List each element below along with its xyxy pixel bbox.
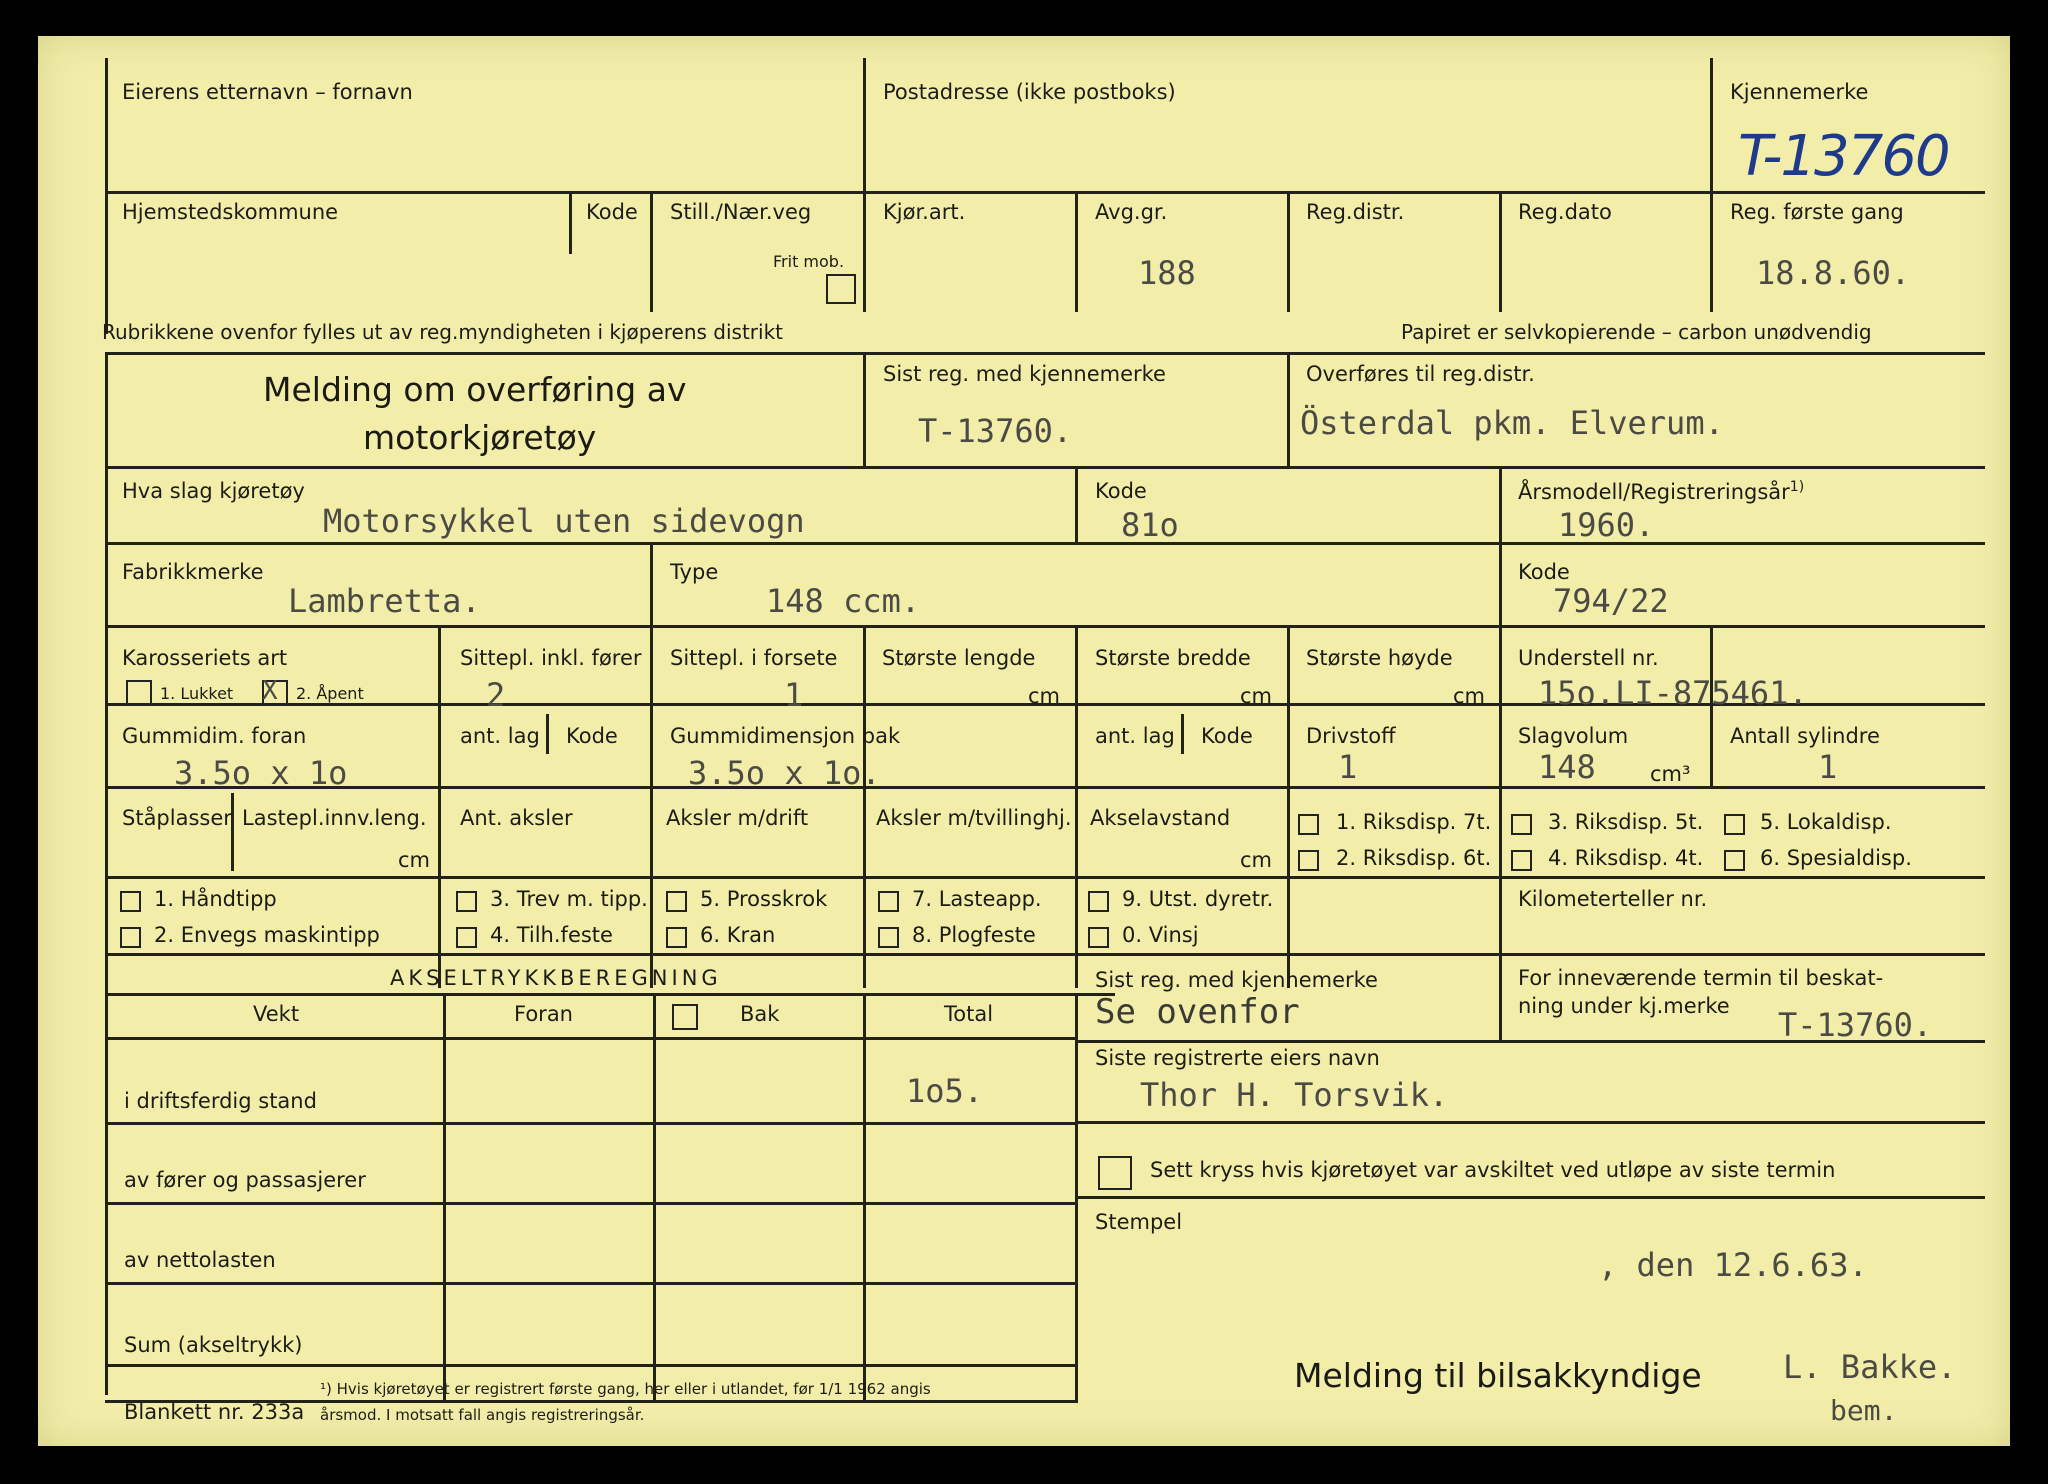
rule <box>105 993 1115 996</box>
code-label: Kode <box>586 200 638 224</box>
plate-handwritten: T-13760 <box>1738 124 1949 189</box>
cyl-value: 1 <box>1818 748 1838 786</box>
height-label: Største høyde <box>1306 646 1453 670</box>
rule <box>1499 545 1502 625</box>
twin-axles-label: Aksler m/tvillinghj. <box>876 806 1072 830</box>
rule <box>438 628 441 988</box>
rule <box>546 714 549 754</box>
form-title-line2: motorkjøretøy <box>363 418 597 457</box>
type-value: 148 ccm. <box>766 582 921 620</box>
disp5-checkbox[interactable] <box>1724 814 1745 835</box>
row-operating: i driftsferdig stand <box>124 1089 317 1113</box>
rule <box>105 786 1985 789</box>
equip2-label: 2. Envegs maskintipp <box>154 923 380 947</box>
equip8-checkbox[interactable] <box>878 927 899 948</box>
rule <box>105 876 1985 879</box>
footer-title: Melding til bilsakkyndige <box>1294 1356 1702 1395</box>
rule <box>105 352 108 1395</box>
cyl-label: Antall sylindre <box>1730 724 1880 748</box>
signature: L. Bakke. <box>1783 1348 1957 1386</box>
rule <box>105 953 1985 956</box>
disp3-checkbox[interactable] <box>1511 814 1532 835</box>
fritmob-label: Frit mob. <box>773 252 845 271</box>
width-unit: cm <box>1240 684 1273 708</box>
equip6-checkbox[interactable] <box>666 927 687 948</box>
make-value: Lambretta. <box>288 582 481 620</box>
equip1-checkbox[interactable] <box>120 891 141 912</box>
cargo-label: Lastepl.innv.leng. <box>242 806 427 830</box>
rear-checkbox[interactable] <box>672 1004 698 1030</box>
deregistered-checkbox[interactable] <box>1098 1156 1132 1190</box>
rule <box>1181 714 1184 754</box>
date-value: , den 12.6.63. <box>1598 1246 1868 1284</box>
drivetype-label: Kjør.art. <box>883 200 966 224</box>
rule <box>650 628 653 988</box>
equip5-checkbox[interactable] <box>666 891 687 912</box>
equip4-label: 4. Tilh.feste <box>490 923 613 947</box>
cargo-unit: cm <box>398 848 431 872</box>
rule <box>1075 469 1078 542</box>
equip9-checkbox[interactable] <box>1088 891 1109 912</box>
year-value: 1960. <box>1558 506 1655 544</box>
equip9-label: 9. Utst. dyretr. <box>1122 887 1274 911</box>
registration-form <box>38 36 2010 1446</box>
front-seats-value: 1 <box>784 676 804 714</box>
equip0-checkbox[interactable] <box>1088 927 1109 948</box>
length-label: Største lengde <box>882 646 1036 670</box>
fuel-label: Drivstoff <box>1306 724 1396 748</box>
tire-code-label-1: Kode <box>566 724 618 748</box>
type-code-label: Kode <box>1518 560 1570 584</box>
regdistr-label: Reg.distr. <box>1306 200 1405 224</box>
rule <box>863 628 866 988</box>
fritmob-checkbox[interactable] <box>826 274 856 304</box>
col-front: Foran <box>514 1002 573 1026</box>
equip3-checkbox[interactable] <box>456 891 477 912</box>
equip6-label: 6. Kran <box>700 923 776 947</box>
rule <box>105 1202 1078 1205</box>
axles-label: Ant. aksler <box>460 806 573 830</box>
owner-label: Eierens etternavn – fornavn <box>122 80 413 104</box>
axle-dist-label: Akselavstand <box>1090 806 1231 830</box>
rule <box>1710 58 1713 312</box>
disp1-checkbox[interactable] <box>1298 814 1319 835</box>
regdate-label: Reg.dato <box>1518 200 1612 224</box>
term-label-2: ning under kj.merke <box>1518 994 1730 1018</box>
row-netload: av nettolasten <box>124 1248 276 1272</box>
term-label-1: For inneværende termin til beskat- <box>1518 966 1884 990</box>
form-number: Blankett nr. 233a <box>124 1400 305 1424</box>
body-opt2-label: 2. Åpent <box>296 684 364 703</box>
seats-label: Sittepl. inkl. fører <box>460 646 642 670</box>
body-open-mark: X <box>262 676 278 706</box>
volume-unit: cm³ <box>1650 762 1691 786</box>
equip2-checkbox[interactable] <box>120 927 141 948</box>
note-left: Rubrikkene ovenfor fylles ut av reg.myndigheten i kjøperens distrikt <box>102 320 783 344</box>
kind-value: Motorsykkel uten sidevogn <box>323 502 805 540</box>
lastreg-label: Sist reg. med kjennemerke <box>883 362 1166 386</box>
col-total: Total <box>944 1002 994 1026</box>
rule <box>1499 956 1502 1042</box>
right-lastreg-value: Se ovenfor <box>1095 992 1300 1032</box>
rule <box>653 993 656 1403</box>
lastreg-value: T-13760. <box>918 412 1073 450</box>
rule <box>650 194 653 312</box>
row-driver: av fører og passasjerer <box>124 1168 366 1192</box>
equip0-label: 0. Vinsj <box>1122 923 1199 947</box>
antlag-label-1: ant. lag <box>460 724 540 748</box>
rule <box>1075 628 1078 988</box>
col-rear: Bak <box>740 1002 780 1026</box>
tire-front-value: 3.5o x 1o <box>174 754 348 792</box>
volume-value: 148 <box>1538 748 1596 786</box>
firstreg-label: Reg. første gang <box>1730 200 1904 224</box>
address-label: Postadresse (ikke postboks) <box>883 80 1176 104</box>
disp1-label: 1. Riksdisp. 7t. <box>1336 810 1492 834</box>
municipality-label: Hjemstedskommune <box>122 200 339 224</box>
rule <box>1078 1196 1985 1199</box>
rule <box>1499 194 1502 312</box>
rule <box>231 793 234 871</box>
rule <box>863 58 866 191</box>
form-title-line1: Melding om overføring av <box>263 370 687 409</box>
rule <box>105 1122 1078 1125</box>
axle-heading: AKSELTRYKKBEREGNING <box>390 966 722 990</box>
rule <box>569 194 572 254</box>
note-right: Papiret er selvkopierende – carbon unødvendig <box>1401 320 1872 344</box>
rule <box>105 191 1985 194</box>
deregistered-label: Sett kryss hvis kjøretøyet var avskiltet ved utløpe av siste termin <box>1150 1158 1836 1182</box>
col-weight: Vekt <box>253 1002 300 1026</box>
kind-label: Hva slag kjøretøy <box>122 479 305 503</box>
rule <box>863 993 866 1403</box>
transfer-value: Österdal pkm. Elverum. <box>1300 404 1724 442</box>
rule <box>443 993 446 1403</box>
transfer-label: Overføres til reg.distr. <box>1306 362 1535 386</box>
kind-code-value: 81o <box>1121 506 1179 544</box>
type-label: Type <box>670 560 719 584</box>
rule <box>105 1364 1078 1367</box>
stamp-label: Stempel <box>1095 1210 1183 1234</box>
position-label: Still./Nær.veg <box>670 200 812 224</box>
disp5-label: 5. Lokaldisp. <box>1760 810 1892 834</box>
signature-2: bem. <box>1830 1394 1898 1427</box>
length-unit: cm <box>1028 684 1061 708</box>
rule <box>105 466 1985 469</box>
rule <box>1075 194 1078 312</box>
taxgroup-value: 188 <box>1138 254 1196 292</box>
body-label: Karosseriets art <box>122 646 288 670</box>
row-sum: Sum (akseltrykk) <box>124 1333 303 1357</box>
rule <box>1499 628 1502 988</box>
plate-label: Kjennemerke <box>1730 80 1869 104</box>
rule <box>105 352 1985 355</box>
right-lastreg-label: Sist reg. med kjennemerke <box>1095 968 1378 992</box>
standing-label: Ståplasser <box>122 806 232 830</box>
lastowner-value: Thor H. Torsvik. <box>1140 1076 1449 1114</box>
body-opt1-label: 1. Lukket <box>160 684 234 703</box>
rule <box>105 625 1985 628</box>
tire-code-label-2: Kode <box>1201 724 1253 748</box>
equip7-label: 7. Lasteapp. <box>912 887 1042 911</box>
disp6-checkbox[interactable] <box>1724 850 1745 871</box>
axle-dist-unit: cm <box>1240 848 1273 872</box>
body-closed-checkbox[interactable] <box>126 680 152 706</box>
disp2-label: 2. Riksdisp. 6t. <box>1336 846 1492 870</box>
seats-value: 2 <box>486 676 506 714</box>
disp3-label: 3. Riksdisp. 5t. <box>1548 810 1704 834</box>
antlag-label-2: ant. lag <box>1095 724 1175 748</box>
chassis-label: Understell nr. <box>1518 646 1659 670</box>
front-seats-label: Sittepl. i forsete <box>670 646 838 670</box>
width-label: Største bredde <box>1095 646 1251 670</box>
rule <box>863 194 866 312</box>
disp4-checkbox[interactable] <box>1511 850 1532 871</box>
rule <box>1287 352 1290 466</box>
odometer-label: Kilometerteller nr. <box>1518 887 1708 911</box>
firstreg-value: 18.8.60. <box>1756 254 1911 292</box>
rule <box>105 58 108 334</box>
rule <box>1499 469 1502 542</box>
rule <box>105 1282 1078 1285</box>
rule <box>105 542 1985 545</box>
rule <box>1287 194 1290 312</box>
kind-code-label: Kode <box>1095 479 1147 503</box>
make-label: Fabrikkmerke <box>122 560 264 584</box>
height-unit: cm <box>1453 684 1486 708</box>
equip1-label: 1. Håndtipp <box>154 887 277 911</box>
rule <box>105 1037 1078 1040</box>
fuel-value: 1 <box>1338 748 1358 786</box>
equip3-label: 3. Trev m. tipp. <box>490 887 648 911</box>
tire-rear-value: 3.5o x 1o. <box>688 754 881 792</box>
term-value: T-13760. <box>1778 1006 1933 1044</box>
row-operating-total: 1o5. <box>906 1072 984 1110</box>
rule <box>1287 628 1290 988</box>
tire-front-label: Gummidim. foran <box>122 724 307 748</box>
rule <box>1078 1121 1985 1124</box>
year-label: Årsmodell/Registreringsår$^{1)}$ <box>1518 479 1805 504</box>
equip8-label: 8. Plogfeste <box>912 923 1036 947</box>
equip7-checkbox[interactable] <box>878 891 899 912</box>
disp4-label: 4. Riksdisp. 4t. <box>1548 846 1704 870</box>
footnote-1: ¹) Hvis kjøretøyet er registrert første gang, her eller i utlandet, før 1/1 1962 angis <box>320 1380 931 1398</box>
tire-rear-label: Gummidimensjon bak <box>670 724 901 748</box>
drive-axles-label: Aksler m/drift <box>666 806 809 830</box>
equip4-checkbox[interactable] <box>456 927 477 948</box>
taxgroup-label: Avg.gr. <box>1095 200 1168 224</box>
lastowner-label: Siste registrerte eiers navn <box>1095 1046 1380 1070</box>
chassis-value: 15o.LI-875461. <box>1538 674 1808 712</box>
footnote-2: årsmod. I motsatt fall angis registreringsår. <box>320 1406 645 1424</box>
disp6-label: 6. Spesialdisp. <box>1760 846 1912 870</box>
equip5-label: 5. Prosskrok <box>700 887 828 911</box>
volume-label: Slagvolum <box>1518 724 1629 748</box>
rule <box>650 545 653 625</box>
disp2-checkbox[interactable] <box>1298 850 1319 871</box>
type-code-value: 794/22 <box>1553 582 1669 620</box>
rule <box>863 352 866 466</box>
